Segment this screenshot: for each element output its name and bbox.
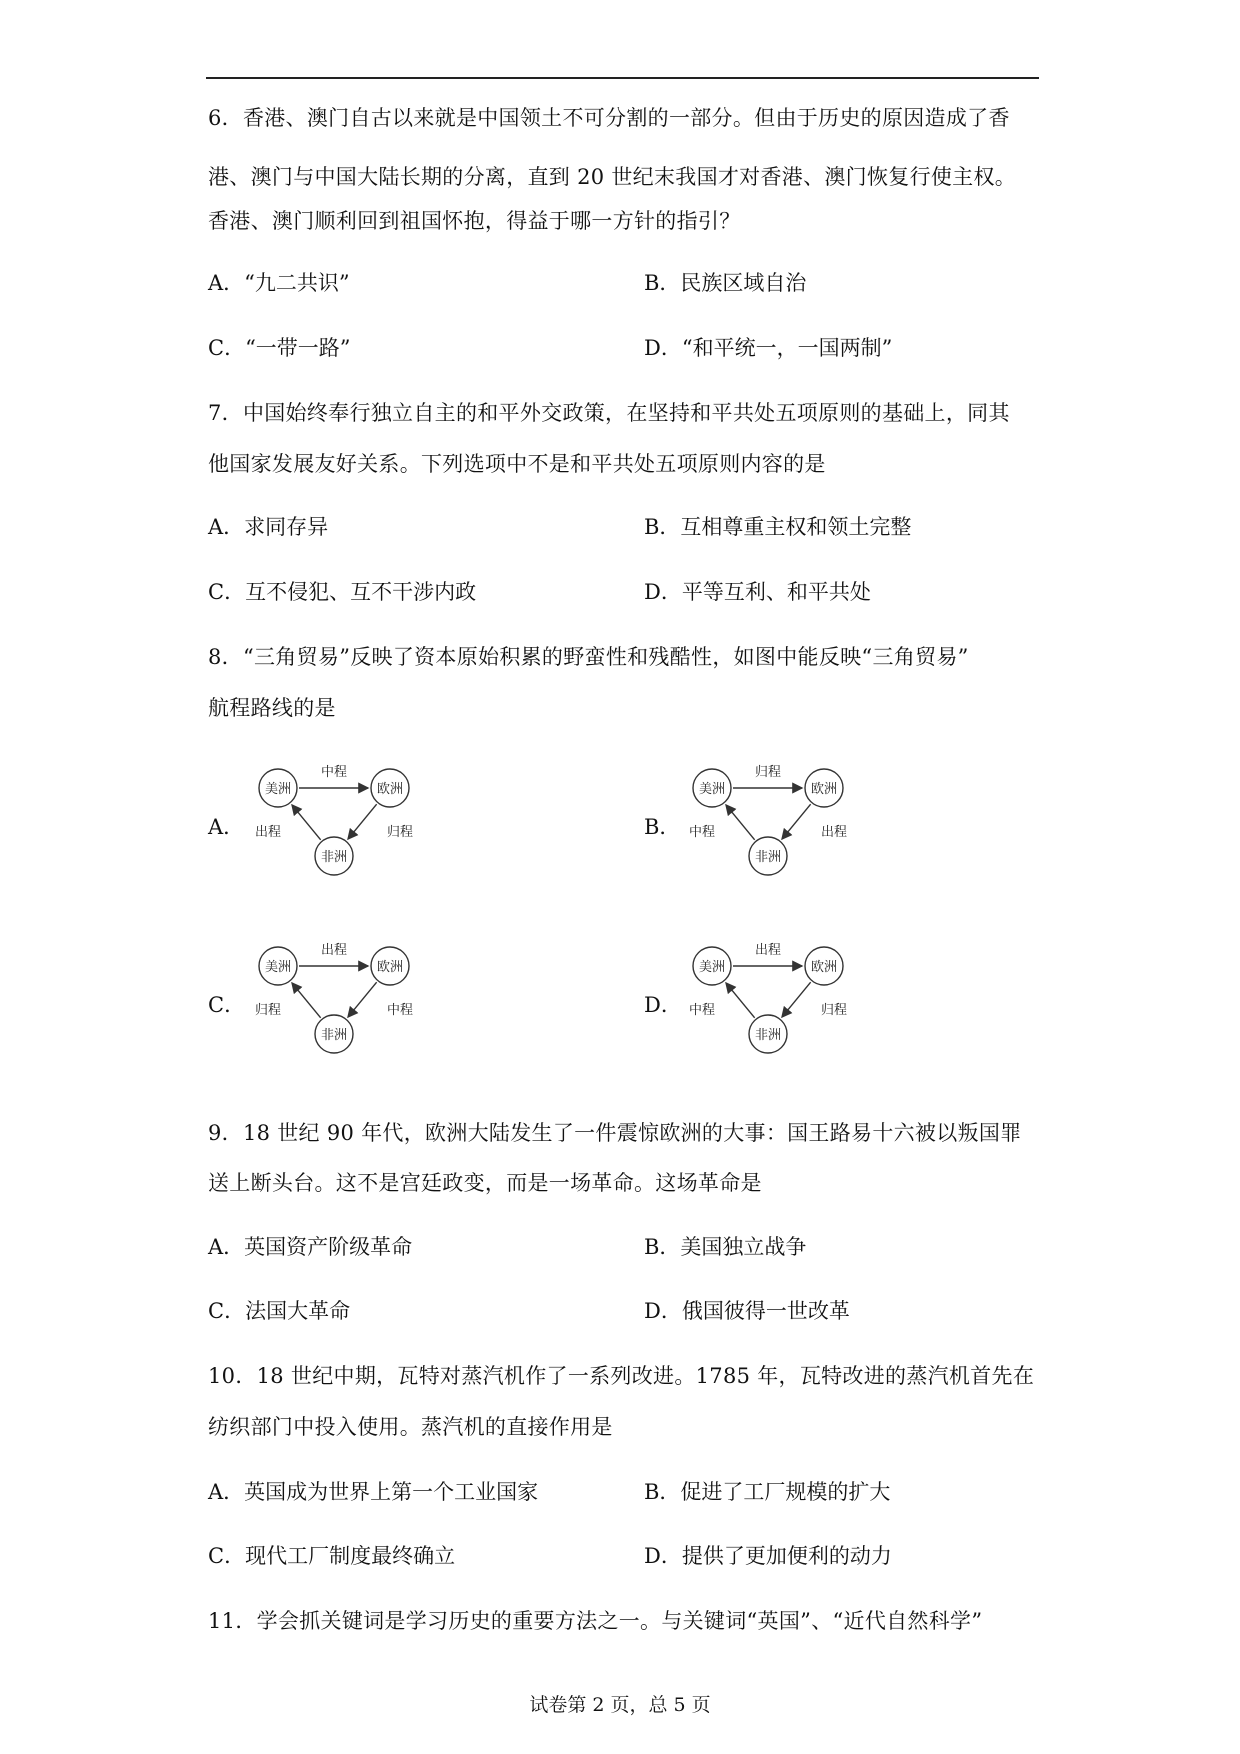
q7-option-a[interactable]: A．求同存异 [208,515,329,539]
q8-diagram-a-label[interactable]: A． [208,815,245,839]
q8-diagram-c-node-africa-label: 非洲 [320,1028,348,1043]
q8-diagram-c-top-label: 出程 [320,943,348,958]
q6-line-3: 香港、澳门顺利回到祖国怀抱，得益于哪一方针的指引？ [208,209,741,233]
q8-diagram-d-node-africa-label: 非洲 [754,1028,782,1043]
q8-diagram-a-left-arrow [292,805,321,840]
q10-option-b[interactable]: B．促进了工厂规模的扩大 [644,1480,891,1504]
q8-diagram-d-right-arrow [782,982,811,1017]
q10-option-a[interactable]: A．英国成为世界上第一个工业国家 [208,1480,539,1504]
q9-option-c[interactable]: C．法国大革命 [208,1299,351,1323]
q8-diagram-b-label[interactable]: B． [644,815,681,839]
q8-diagram-b-left-label: 中程 [688,825,716,840]
q9-line-1: 9．18 世纪 90 年代，欧洲大陆发生了一件震惊欧洲的大事：国王路易十六被以叛国罪 [208,1121,1022,1145]
q6-option-a[interactable]: A．“九二共识” [208,271,350,295]
q8-line-1: 8．“三角贸易”反映了资本原始积累的野蛮性和残酷性，如图中能反映“三角贸易” [208,645,969,669]
q8-diagram-c-right-label: 中程 [386,1003,414,1018]
q8-diagram-d-node-europe-label: 欧洲 [810,960,838,975]
q8-diagram-b-node-europe-label: 欧洲 [810,782,838,797]
q6-option-b[interactable]: B．民族区域自治 [644,271,807,295]
q8-diagram-a-right-arrow [348,804,377,839]
q6-option-d[interactable]: D．“和平统一，一国两制” [644,336,893,360]
q10-line-2: 纺织部门中投入使用。蒸汽机的直接作用是 [208,1415,613,1439]
q11-line-1: 11．学会抓关键词是学习历史的重要方法之一。与关键词“英国”、“近代自然科学” [208,1609,983,1633]
q8-diagram-c-node-europe-label: 欧洲 [376,960,404,975]
q8-diagram-a-node-america-label: 美洲 [264,782,292,797]
q8-diagram-d-top-label: 出程 [754,943,782,958]
q9-option-d[interactable]: D．俄国彼得一世改革 [644,1299,850,1323]
q8-diagram-a-node-europe-label: 欧洲 [376,782,404,797]
q8-diagram-c-left-label: 归程 [254,1003,282,1018]
q8-diagram-a [250,762,430,882]
q8-diagram-c-right-arrow [348,982,377,1017]
q8-diagram-d-label[interactable]: D． [644,993,682,1017]
q8-diagram-b [684,762,864,882]
header-rule [206,77,1039,79]
q9-option-a[interactable]: A．英国资产阶级革命 [208,1235,413,1259]
q8-diagram-b-right-arrow [782,804,811,839]
q10-option-d[interactable]: D．提供了更加便利的动力 [644,1544,892,1568]
q8-diagram-d [684,940,864,1060]
q8-diagram-a-left-label: 出程 [254,825,282,840]
q8-diagram-b-node-africa-label: 非洲 [754,850,782,865]
q8-diagram-c-node-america-label: 美洲 [264,960,292,975]
page-footer: 试卷第 2 页，总 5 页 [529,1694,711,1716]
q9-option-b[interactable]: B．美国独立战争 [644,1235,807,1259]
q8-diagram-c-left-arrow [292,983,321,1018]
q8-line-2: 航程路线的是 [208,696,336,720]
q8-diagram-b-right-label: 出程 [820,825,848,840]
q9-line-2: 送上断头台。这不是宫廷政变，而是一场革命。这场革命是 [208,1171,762,1195]
q7-option-c[interactable]: C．互不侵犯、互不干涉内政 [208,580,477,604]
q8-diagram-d-node-america-label: 美洲 [698,960,726,975]
q8-diagram-c-label[interactable]: C． [208,993,246,1017]
q8-diagram-d-left-label: 中程 [688,1003,716,1018]
q7-line-2: 他国家发展友好关系。下列选项中不是和平共处五项原则内容的是 [208,452,826,476]
q10-option-c[interactable]: C．现代工厂制度最终确立 [208,1544,456,1568]
q8-diagram-b-node-america-label: 美洲 [698,782,726,797]
q6-line-2: 港、澳门与中国大陆长期的分离，直到 20 世纪末我国才对香港、澳门恢复行使主权。 [208,165,1017,189]
q8-diagram-b-left-arrow [726,805,755,840]
q10-line-1: 10．18 世纪中期，瓦特对蒸汽机作了一系列改进。1785 年，瓦特改进的蒸汽机首先在 [208,1364,1035,1388]
q6-line-1: 6．香港、澳门自古以来就是中国领土不可分割的一部分。但由于历史的原因造成了香 [208,106,1010,130]
q8-diagram-b-top-label: 归程 [754,765,782,780]
q6-option-c[interactable]: C．“一带一路” [208,336,351,360]
q8-diagram-a-right-label: 归程 [386,825,414,840]
q7-option-d[interactable]: D．平等互利、和平共处 [644,580,871,604]
q7-option-b[interactable]: B．互相尊重主权和领土完整 [644,515,912,539]
q8-diagram-a-top-label: 中程 [320,765,348,780]
q8-diagram-a-node-africa-label: 非洲 [320,850,348,865]
q8-diagram-d-right-label: 归程 [820,1003,848,1018]
q8-diagram-c [250,940,430,1060]
q8-diagram-d-left-arrow [726,983,755,1018]
q7-line-1: 7．中国始终奉行独立自主的和平外交政策，在坚持和平共处五项原则的基础上，同其 [208,401,1010,425]
